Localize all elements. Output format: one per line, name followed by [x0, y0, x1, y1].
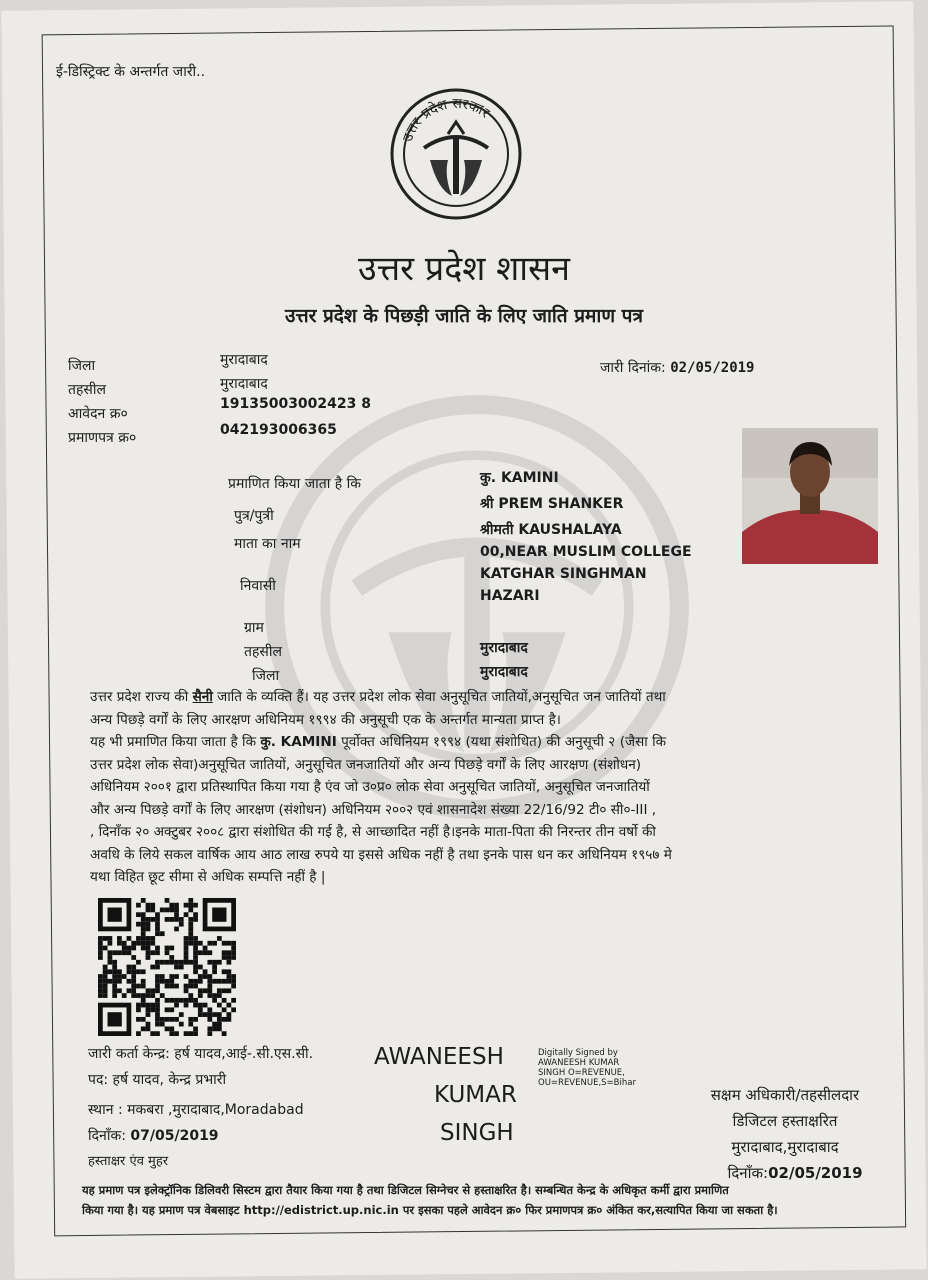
tehsil-value: मुरादाबाद — [220, 376, 268, 392]
person-district-value: मुरादाबाद — [480, 664, 528, 680]
address-line-1: 00,NEAR MUSLIM COLLEGE — [480, 544, 692, 560]
issue-date-label: जारी दिनांक: — [600, 360, 666, 376]
address-line-2: KATGHAR SINGHMAN — [480, 566, 647, 582]
body-line-4: उत्तर प्रदेश लोक सेवा)अनुसूचित जातियों, अनुसूचित जनजातियों और अन्य पिछड़े वर्गों के लिए आरक्षण (संशोधन) — [90, 756, 642, 773]
document-subtitle: उत्तर प्रदेश के पिछड़ी जाति के लिए जाति प्रमाण पत्र — [285, 305, 643, 327]
seal-text: उत्तर प्रदेश सरकार — [399, 95, 493, 144]
sign-seal-label: हस्ताक्षर एंव मुहर — [88, 1154, 169, 1169]
applicant-photo — [742, 428, 878, 564]
body-line-3: यह भी प्रमाणित किया जाता है कि कु. KAMINI पूर्वोक्त अधिनियम १९९४ (यथा संशोधित) की अनुसूची २ (जैसा कि — [90, 734, 667, 750]
authority-title: सक्षम अधिकारी/तहसीलदार — [710, 1086, 860, 1104]
signer-name-line-2: KUMAR — [434, 1082, 517, 1108]
body-line-7: , दिनाँक २० अक्टुबर २००८ द्वारा संशोधित की गई है, से आच्छादित नहीं है।इनके माता-पिता की निरन्तर तीन वर्षो की — [90, 824, 656, 840]
issue-date — [600, 358, 755, 377]
tehsil-label: तहसील — [68, 382, 106, 398]
verification-qr-code — [98, 898, 236, 1036]
footer-line-2: किया गया है। यह प्रमाण पत्र वेबसाइट http://edistrict.up.nic.in पर इसका पहले आवेदन क्र० फिर प्रमाणपत्र क्र० अंकित कर,सत्यापित किया जा सकता है। — [82, 1203, 778, 1217]
body-line-2: अन्य पिछड़े वर्गों के लिए आरक्षण अधिनियम १९९४ की अनुसूची एक के अन्तर्गत मान्यता प्राप्त है। — [90, 711, 561, 728]
relation-label: पुत्र/पुत्री — [234, 508, 274, 524]
person-district-label: जिला — [252, 668, 280, 684]
authority-date-label: दिनाँक: — [727, 1164, 769, 1182]
certify-label: प्रमाणित किया जाता है कि — [228, 476, 362, 492]
certificate-body — [90, 686, 880, 889]
issuer-date-value: 07/05/2019 — [130, 1128, 219, 1144]
person-tehsil-value: मुरादाबाद — [480, 640, 528, 656]
authority-date-value: 02/05/2019 — [768, 1164, 863, 1182]
state-emblem-seal — [388, 86, 524, 222]
footer-line-1: यह प्रमाण पत्र इलेक्ट्रॉनिक डिलिवरी सिस्टम द्वारा तैयार किया गया है तथा डिजिटल सिग्नेचर से हस्ताक्षरित है। सम्बन्धित केन्द्र के अधिकृत कर्मी द्वारा प्रमाणित — [82, 1183, 729, 1197]
signer-name-line-3: SINGH — [440, 1120, 514, 1146]
authority-place: मुरादाबाद,मुरादाबाद — [731, 1138, 839, 1156]
mother-label: माता का नाम — [234, 536, 301, 552]
issuer-date — [88, 1124, 219, 1148]
certificate-no-value: 042193006365 — [220, 422, 337, 438]
applicant-name: कु. KAMINI — [480, 470, 559, 486]
certificate-no-label: प्रमाणपत्र क्र० — [68, 430, 137, 446]
issue-date-value: 02/05/2019 — [670, 360, 755, 376]
body-applicant-name: कु. KAMINI — [260, 734, 337, 750]
address-label: निवासी — [240, 578, 276, 594]
body-line-8: अवधि के लिये सकल वार्षिक आय आठ लाख रुपये या इससे अधिक नहीं है तथा इनके पास धन कर अधिनियम १९५७ मे — [90, 846, 672, 863]
body-line-6: और अन्य पिछड़े वर्गों के लिए आरक्षण (संशोधन) अधिनियम २००२ एवं शासनादेश संख्या 22/16/92 टी० सी०-III , — [90, 801, 657, 818]
application-no-value: 19135003002423 8 — [220, 396, 371, 412]
document-title: उत्तर प्रदेश शासन — [358, 249, 570, 289]
signer-name-line-1: AWANEESH — [374, 1044, 504, 1070]
father-name: श्री PREM SHANKER — [480, 496, 624, 512]
body-line-1: उत्तर प्रदेश राज्य की सैनी जाति के व्यक्ति हैं। यह उत्तर प्रदेश लोक सेवा अनुसूचित जातियों,अनुसूचित जन जातियों तथा — [90, 689, 666, 705]
person-tehsil-label: तहसील — [244, 644, 282, 660]
digital-signature-info: Digitally Signed by AWANEESH KUMAR SINGH O=REVENUE, OU=REVENUE,S=Bihar — [538, 1048, 636, 1088]
issuer-date-label: दिनाँक: — [88, 1128, 126, 1144]
footer-note — [82, 1180, 902, 1220]
body-line-9: यथा विहित छूट सीमा से अधिक सम्पत्ति नहीं है | — [90, 869, 326, 885]
issuer-post: पद: हर्ष यादव, केन्द्र प्रभारी — [88, 1072, 227, 1088]
district-value: मुरादाबाद — [220, 352, 268, 368]
district-label: जिला — [68, 358, 96, 374]
issuer-centre: जारी कर्ता केन्द्र: हर्ष यादव,आई-.सी.एस.सी. — [88, 1046, 314, 1062]
authority-digital-signed: डिजिटल हस्ताक्षरित — [732, 1112, 838, 1130]
body-line-5: अधिनियम २००१ द्वारा प्रतिस्थापित किया गया है एंव जो उ०प्र० लोक सेवा अनुसूचित जातियों, अनुसूचित जनजातियों — [90, 779, 650, 795]
village-label: ग्राम — [244, 620, 264, 636]
application-no-label: आवेदन क्र० — [68, 406, 128, 422]
issued-under-note: ई-डिस्ट्रिक्ट के अन्तर्गत जारी.. — [56, 64, 206, 80]
address-line-3: HAZARI — [480, 588, 540, 604]
issuer-place: स्थान : मकबरा ,मुरादाबाद,Moradabad — [88, 1102, 304, 1118]
mother-name: श्रीमती KAUSHALAYA — [480, 522, 622, 538]
caste-name: सैनी — [192, 689, 213, 705]
